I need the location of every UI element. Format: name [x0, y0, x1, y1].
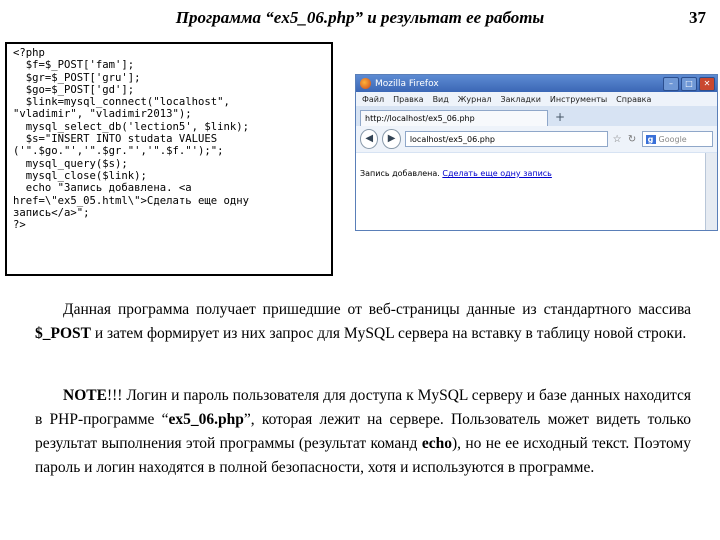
- forward-button[interactable]: ▶: [382, 129, 400, 149]
- code-line: запись</a>";: [13, 206, 90, 219]
- p1-text: Данная программа получает пришедшие от веб-страницы данные из стандартного массива: [63, 301, 691, 318]
- page-number: 37: [689, 8, 706, 27]
- code-line: $go=$_POST['gd'];: [13, 83, 135, 96]
- add-another-record-link[interactable]: Сделать еще одну запись: [442, 169, 552, 178]
- record-added-text: Запись добавлена.: [360, 169, 443, 178]
- bookmark-star-icon[interactable]: ☆: [612, 133, 622, 145]
- code-line: <?php: [13, 47, 45, 59]
- paragraph-note: [35, 384, 691, 480]
- echo-term: echo: [421, 435, 452, 452]
- menu-edit[interactable]: Правка: [393, 94, 424, 104]
- slide-title: Программа “ex5_06.php” и результат ее работы: [175, 8, 545, 27]
- note-label: NOTE: [63, 387, 107, 404]
- tab-strip: [356, 106, 717, 126]
- firefox-logo-icon: [360, 78, 371, 89]
- menu-bar: [356, 92, 717, 106]
- tab-current[interactable]: http://localhost/ex5_06.php: [360, 110, 548, 126]
- vertical-scrollbar[interactable]: [705, 153, 717, 230]
- firefox-window: [355, 74, 718, 231]
- code-line: "vladimir", "vladimir2013");: [13, 108, 192, 121]
- post-array-term: $_POST: [35, 325, 91, 342]
- menu-bookmarks[interactable]: Закладки: [500, 94, 541, 104]
- paragraph-description: [35, 298, 691, 346]
- back-button[interactable]: ◀: [360, 129, 378, 149]
- menu-file[interactable]: Файл: [362, 94, 385, 104]
- maximize-button[interactable]: □: [681, 77, 697, 91]
- code-line: $f=$_POST['fam'];: [13, 59, 135, 72]
- new-tab-button[interactable]: +: [554, 110, 566, 124]
- code-line: href=\"ex5_05.html\">Сделать еще одну: [13, 194, 249, 207]
- search-box[interactable]: [642, 131, 714, 147]
- reload-icon[interactable]: ↻: [627, 133, 637, 145]
- code-line: mysql_close($link);: [13, 169, 147, 182]
- window-title: Mozilla Firefox: [375, 78, 439, 89]
- p2-text: !!! Логин и пароль пользователя для доступа к MySQL серверу и базе данных находится в PHP-программе “: [35, 387, 691, 428]
- window-titlebar[interactable]: [356, 75, 717, 92]
- page-content: [356, 153, 705, 230]
- navigation-toolbar: [356, 126, 717, 152]
- search-placeholder: Google: [658, 134, 687, 144]
- p2-text-end: ), но не ее исходный текст. Поэтому пароль и логин находятся в полной безопасности, хотя и используются в программе.: [35, 435, 691, 476]
- address-bar[interactable]: localhost/ex5_06.php: [405, 131, 608, 147]
- code-line: $link=mysql_connect("localhost",: [13, 96, 230, 109]
- menu-help[interactable]: Справка: [616, 94, 652, 104]
- code-line: mysql_select_db('lection5', $link);: [13, 120, 249, 133]
- menu-view[interactable]: Вид: [432, 94, 449, 104]
- close-button[interactable]: ✕: [699, 77, 715, 91]
- code-line: $s="INSERT INTO studata VALUES: [13, 133, 218, 146]
- google-icon: g: [646, 135, 656, 144]
- p1-text-rest: и затем формирует из них запрос для MySQL сервера на вставку в таблицу новой строки.: [90, 325, 687, 342]
- p2-text-mid: ”, которая лежит на сервере. Пользователь может видеть только результат выполнения этой программы (результат команд: [35, 411, 691, 452]
- code-line: echo "Запись добавлена. <a: [13, 182, 192, 195]
- menu-history[interactable]: Журнал: [457, 94, 492, 104]
- php-code-listing: [5, 42, 333, 276]
- menu-tools[interactable]: Инструменты: [549, 94, 608, 104]
- minimize-button[interactable]: –: [663, 77, 679, 91]
- code-line: mysql_query($s);: [13, 157, 128, 170]
- code-line: $gr=$_POST['gru'];: [13, 71, 141, 84]
- code-line: ?>: [13, 219, 26, 232]
- php-file-name: ex5_06.php: [168, 411, 244, 428]
- code-line: ('".$go."','".$gr."','".$f."');";: [13, 145, 224, 158]
